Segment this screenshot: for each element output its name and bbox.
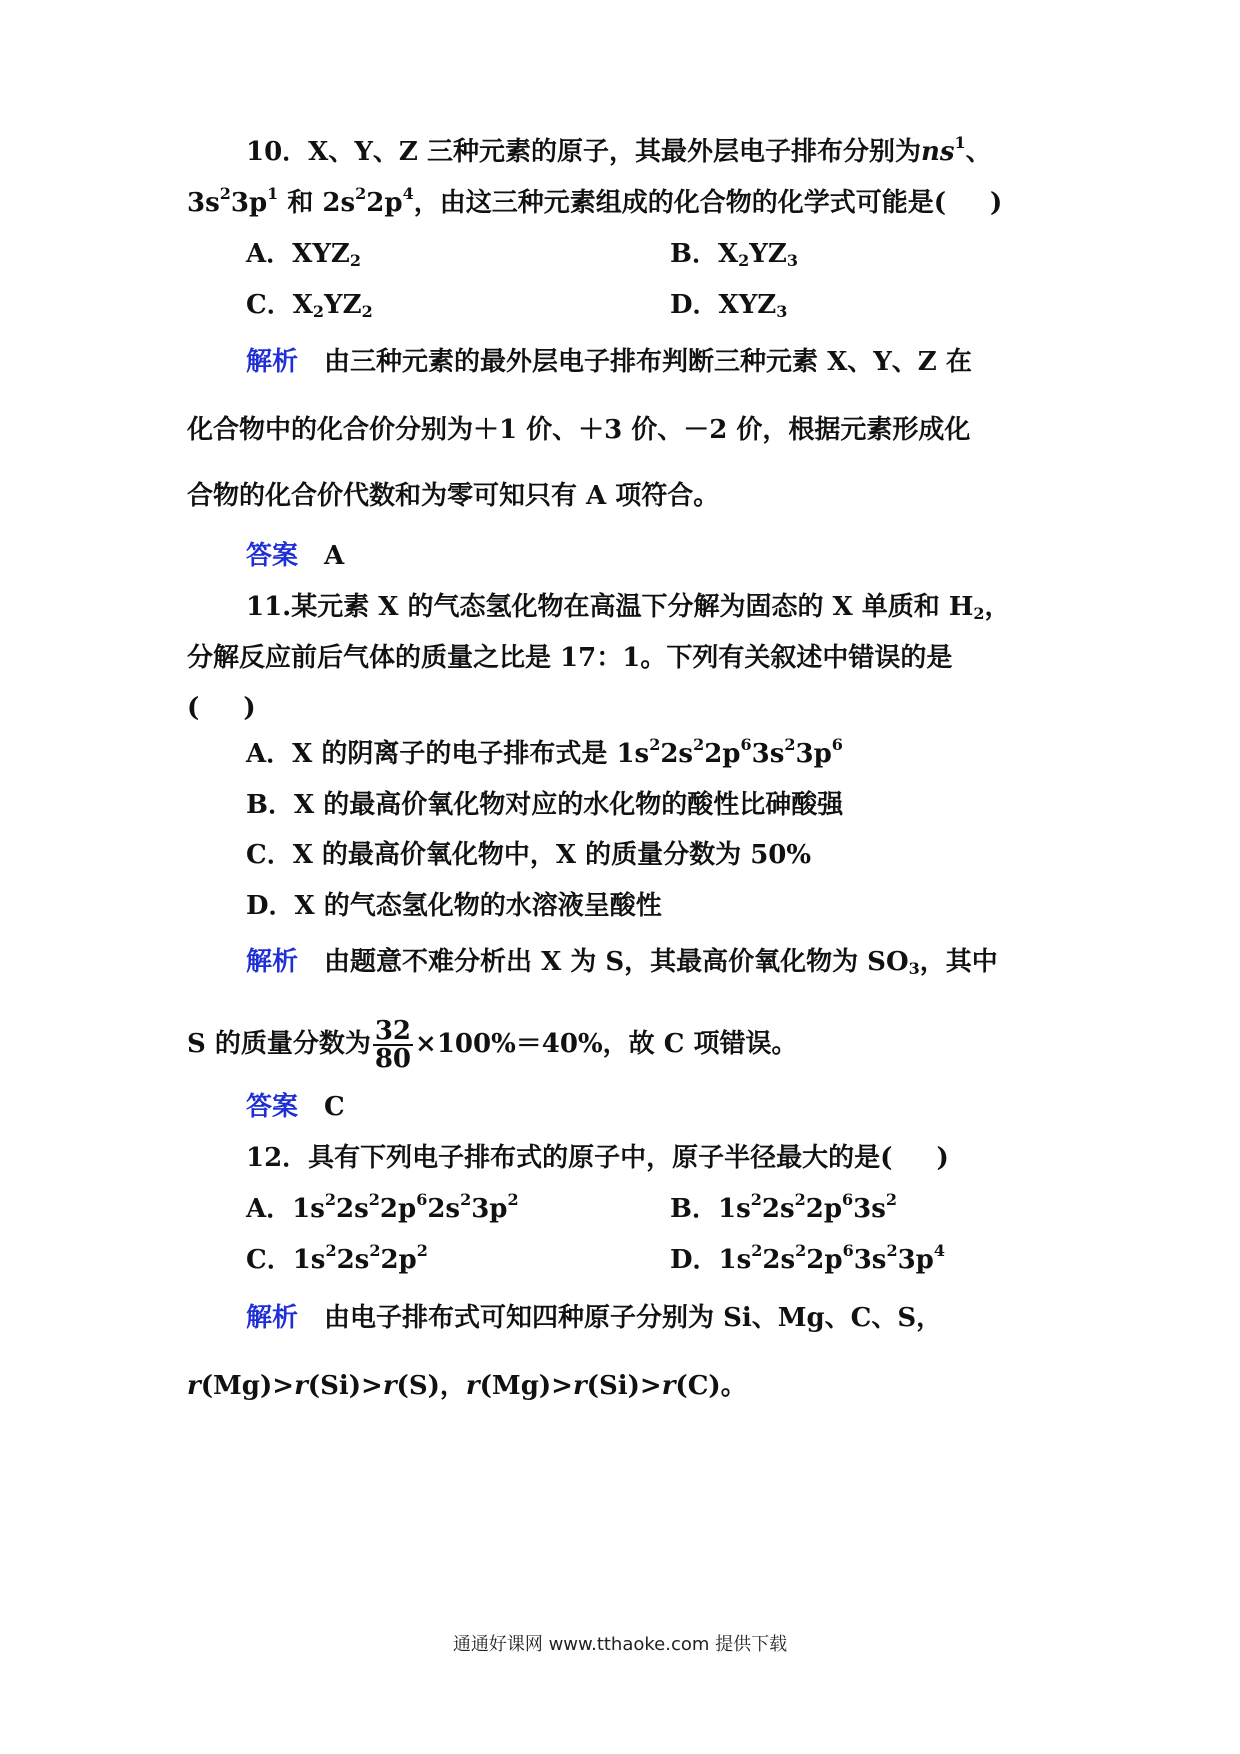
q11-option-c: C．X 的最高价氧化物中，X 的质量分数为 50% [246, 840, 812, 870]
q10-option-a: A．$XYZ_2$ [246, 239, 362, 270]
q12-options-cd [246, 1240, 1116, 1280]
q12-options-ab [246, 1189, 1116, 1229]
q11-stem-line3: ( ) [187, 693, 256, 723]
q11-analysis-line2: S 的质量分数为 $\frac{32}{80}$ ×100%＝40%，故 C 项错误。 [187, 1016, 798, 1074]
q10-stem-line2: $3s^23p^1$ 和 $2s^22p^4$，由这三种元素组成的化合物的化学式可能是( ) [187, 184, 1003, 218]
q12-option-d: D．$1s^22s^22p^63s^23p^4$ [670, 1241, 946, 1275]
q11-stem-line1: 11.某元素 X 的气态氢化物在高温下分解为固态的 X 单质和 $H_2$， [246, 592, 1011, 623]
q11-option-a: A．X 的阴离子的电子排布式是 $1s^22s^22p^63s^23p^6$ [246, 735, 843, 769]
q10-stem-line1: 10．X、Y、Z 三种元素的原子，其最外层电子排布分别为$ns^1$、 [246, 133, 992, 167]
q11-analysis-line1: 解析 由题意不难分析出 X 为 S，其最高价氧化物为 $SO_3$，其中 [246, 947, 998, 978]
q11-answer: 答案 C [246, 1092, 345, 1122]
q12-option-a: A．$1s^22s^22p^62s^23p^2$ [246, 1190, 519, 1224]
q10-option-b: B．$X_2YZ_3$ [670, 239, 798, 270]
q10-analysis-line2: 化合物中的化合价分别为＋1 价、＋3 价、－2 价，根据元素形成化 [187, 415, 971, 445]
q11-stem-line2: 分解反应前后气体的质量之比是 17：1。下列有关叙述中错误的是 [187, 643, 953, 673]
fraction: $\frac{32}{80}$ [374, 1016, 412, 1074]
q10-analysis-line1: 解析 由三种元素的最外层电子排布判断三种元素 X、Y、Z 在 [246, 347, 972, 377]
q12-stem: 12．具有下列电子排布式的原子中，原子半径最大的是( ) [246, 1143, 949, 1173]
q10-options-ab [246, 234, 1116, 274]
analysis-label: 解析 [246, 947, 299, 977]
q12-analysis-line1: 解析 由电子排布式可知四种原子分别为 Si、Mg、C、S， [246, 1303, 943, 1333]
q10-analysis-line3: 合物的化合价代数和为零可知只有 A 项符合。 [187, 481, 720, 511]
q10-options-cd [246, 285, 1116, 325]
q12-option-c: C．$1s^22s^22p^2$ [246, 1241, 428, 1275]
q11-option-d: D．X 的气态氢化物的水溶液呈酸性 [246, 891, 662, 921]
q10-answer: 答案 A [246, 541, 345, 571]
q12-option-b: B．$1s^22s^22p^63s^2$ [670, 1190, 898, 1224]
answer-label: 答案 [246, 541, 299, 571]
q11-option-b: B．X 的最高价氧化物对应的水化物的酸性比砷酸强 [246, 790, 844, 820]
answer-label: 答案 [246, 1092, 299, 1122]
q10-option-c: C．$X_2YZ_2$ [246, 290, 373, 321]
analysis-label: 解析 [246, 1303, 299, 1333]
q12-analysis-line2: r(Mg)>r(Si)>r(S)，r(Mg)>r(Si)>r(C)。 [187, 1371, 747, 1401]
footer-credit: 通通好课网 www.tthaoke.com 提供下载 [452, 1634, 788, 1655]
analysis-label: 解析 [246, 347, 299, 377]
q10-option-d: D．$XYZ_3$ [670, 290, 788, 321]
